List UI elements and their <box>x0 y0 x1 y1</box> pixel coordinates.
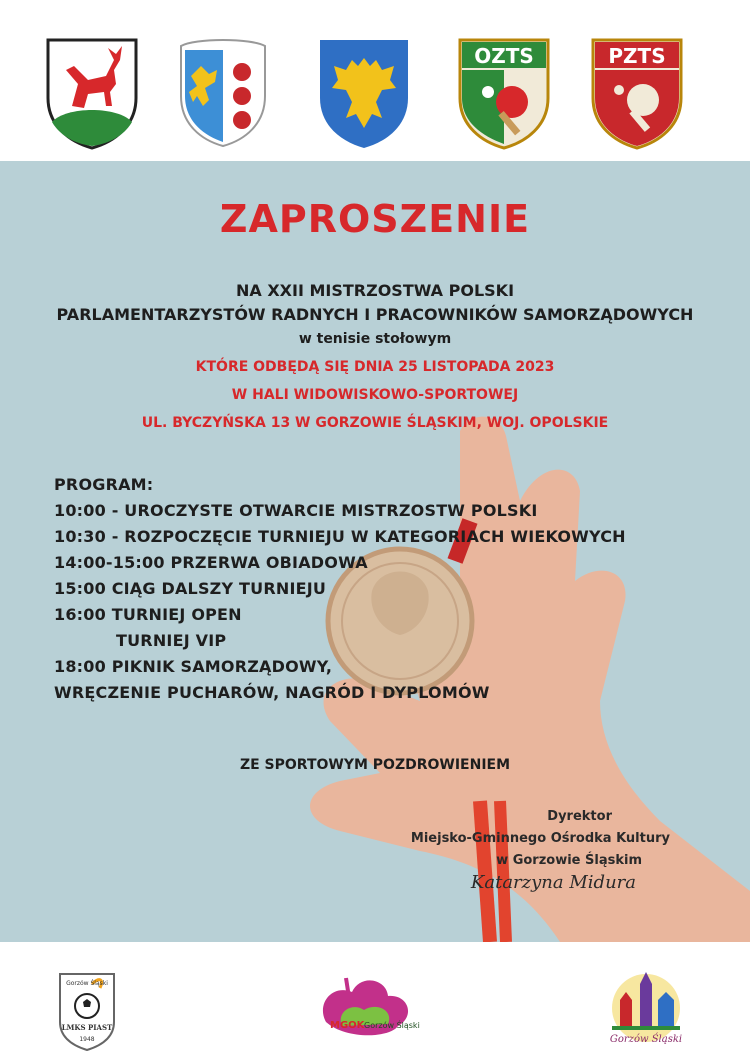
invitation-title: ZAPROSZENIE <box>219 197 531 241</box>
program-item: 18:00 PIKNIK SAMORZĄDOWY, <box>54 657 333 676</box>
signature-org-line1: Miejsko-Gminnego Ośrodka Kultury <box>410 831 670 846</box>
signature-block <box>411 806 670 894</box>
discipline-line: w tenisie stołowym <box>298 331 452 347</box>
signature-role: Dyrektor <box>547 809 612 824</box>
footer-logos-band <box>0 942 750 1061</box>
mgok-town-text: Gorzów Śląski <box>364 1021 420 1030</box>
championship-line: NA XXII MISTRZOSTWA POLSKI <box>235 281 515 300</box>
header-crests-band <box>0 0 750 161</box>
pzts-crest-icon <box>589 36 685 150</box>
program-heading: PROGRAM: <box>54 475 154 494</box>
program-item: WRĘCZENIE PUCHARÓW, NAGRÓD I DYPLOMÓW <box>54 683 490 702</box>
gorzow-town-logo-icon <box>600 966 692 1052</box>
lmks-name-text: LMKS PIAST <box>61 1023 113 1032</box>
gorzow-deer-crest-icon <box>44 36 140 150</box>
event-date-line: KTÓRE ODBĘDĄ SIĘ DNIA 25 LISTOPADA 2023 <box>195 359 555 375</box>
program-item: 10:30 - ROZPOCZĘCIE TURNIEJU W KATEGORIACH WIEKOWYCH <box>54 527 626 546</box>
address-line: UL. BYCZYŃSKA 13 W GORZOWIE ŚLĄSKIM, WOJ. OPOLSKIE <box>141 415 609 431</box>
town-logo-text: Gorzów Śląski <box>609 1034 683 1045</box>
program-schedule <box>54 472 626 706</box>
signature-org-line2: w Gorzowie Śląskim <box>496 853 642 868</box>
lmks-piast-logo-icon <box>56 970 118 1052</box>
olesno-county-crest-icon <box>175 36 271 150</box>
mgok-logo-icon <box>306 964 424 1048</box>
ozts-crest-icon <box>456 36 552 150</box>
mgok-brand-text: MGOK <box>330 1020 365 1031</box>
program-item: 15:00 CIĄG DALSZY TURNIEJU <box>54 579 327 598</box>
svg-text:OZTS: OZTS <box>474 44 534 68</box>
participants-line: PARLAMENTARZYSTÓW RADNYCH I PRACOWNIKÓW SAMORZĄDOWYCH <box>56 305 694 324</box>
venue-line: W HALI WIDOWISKOWO-SPORTOWEJ <box>231 387 519 403</box>
program-item: 14:00-15:00 PRZERWA OBIADOWA <box>54 553 368 572</box>
program-item: 16:00 TURNIEJ OPEN <box>54 605 242 624</box>
lmks-top-text: Gorzów Śląski <box>66 980 108 987</box>
svg-text:PZTS: PZTS <box>608 44 666 68</box>
invitation-poster <box>0 161 750 942</box>
handwritten-signature: Katarzyna Midura <box>470 872 636 893</box>
closing-greeting: ZE SPORTOWYM POZDROWIENIEM <box>239 757 511 773</box>
program-item: 10:00 - UROCZYSTE OTWARCIE MISTRZOSTW POLSKI <box>54 501 538 520</box>
lmks-year-text: 1948 <box>79 1036 95 1043</box>
program-item: TURNIEJ VIP <box>116 631 227 650</box>
opole-eagle-crest-icon <box>316 36 412 150</box>
